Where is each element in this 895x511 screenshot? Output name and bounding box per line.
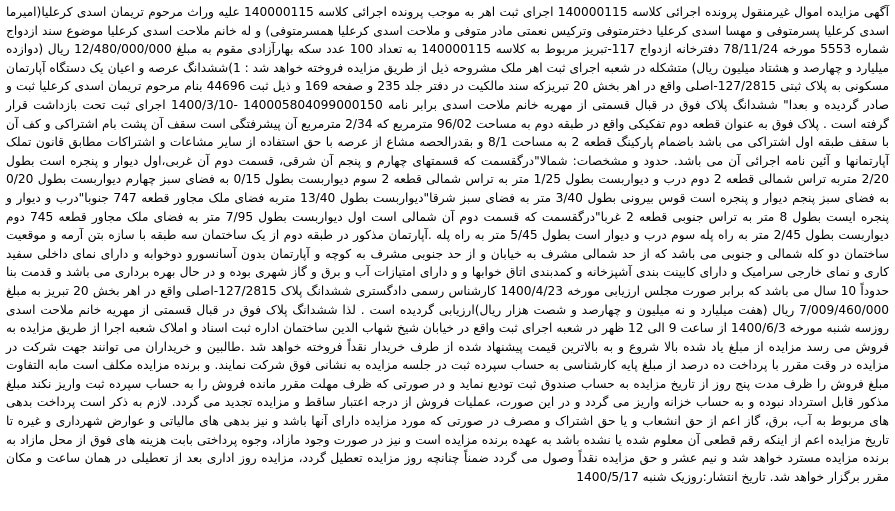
auction-notice-text: آگهی مزایده اموال غیرمنقول پرونده اجرائی کلاسه 140000115 اجرای ثبت اهر به موجب پرونده اجرائی کلاسه 140000115 علیه وراث مرحوم تریمان اسدی کرعلیا(امیرما اسدی کرعلیا پسرمتوفی و مهسا اسدی کرعلیا دخترمتوفی وترکیس نعمتی مادر متوفی و ملاحت اسدی کرعلیا همسرمتوفی) و له خانم ملاحت اسدی کرعلیا موضوع سند ازدواج شماره 5553 مورخه 78/11/24 دفترخانه ازدواج 117-تبریز مربوط به کلاسه 140000115 به تعداد 100 عدد سکه بهارآزادی مقوم به مبلغ 12/480/000/000 ریال (دوازده میلیارد و چهارصد و هشتاد میلیون ریال) متشکله در شعبه اجرای ثبت اهر ملک مشروحه ذیل از طریق مزایده فروخته خواهد شد : 1)ششدانگ عرصه و اعیان یک دستگاه آپارتمان مسکونی به پلاک ثبتی 127/2815-اصلی واقع در اهر بخش 20 تبریزکه سند مالکیت در دفتر جلد 235 و صفحه 169 و ذیل ثبت 44696 بنام مرحوم تریمان اسدی کرعلیا ثبت و صادر گردیده و بعدا" ششدانگ پلاک فوق در قبال قسمتی از مهریه خانم ملاحت اسدی برابر نامه 140005804099000150 -1400/3/10 اجرای ثبت تحت بازداشت قرار گرفته است . پلاک فوق به عنوان قطعه دوم تفکیکی واقع در طبقه دوم به مساحت 96/02 مترمربع که 2/34 مترمربع آن پیشرفتگی است سقف آن پشت بام اشتراکی و کف آن با سقف طبقه اول اشتراکی می باشد باضمام پارکینگ قطعه 2 به مساحت 8/1 و بقدرالحصه مشاع از عرصه با حق استفاده از سایر مشاعات و اشتراکات مطابق قانون تملک آپارتمانها و آئین نامه اجرائی آن می باشد. حدود و مشخصات: شمالا"درگقسمت که قسمتهای چهارم و پنجم آن شرقی، قسمت دوم آن غربی،اول دیوار و پنجره است بطول 2/20 متربه تراس شمالی قطعه 2 دوم درب و دیواربست بطول 1/25 متر به تراس شمالی قطعه 2 سوم دیواربست بطول 0/15 به فضای سبز چهارم دیواربست بطول 0/20 به فضای سبز پنجم دیوار و پنجره است قوس بیرونی بطول 3/40 متر به فضای سبز شرقا"دیواربست بطول 13/40 متربه فضای ملک مجاور قطعه 747 جنوبا"درب و دیوار و پنجره ایست بطول 8 متر به تراس جنوبی قطعه 2 غربا"درگقسمت که قسمت دوم آن شمالی است اول دیواربست بطول 7/95 متر به فضای ملک مجاور قطعه 745 دوم دیواربست بطول 2/45 متر به راه پله سوم درب و دیوار است بطول 5/45 متر به راه پله .آپارتمان مذکور در طبقه دوم از یک ساختمان سه طبقه با سازه بتن آرمه و موقعیت ساختمان دو کله شمالی و جنوبی می باشد که از حد شمالی مشرف به خیابان و از حد جنوبی مشرف به کوچه و آپارتمان بدون آسانسورو دوخوابه و دارای نمای داخلی سفید کاری و نمای خارجی سرامیک و دارای کابینت بندی آشپزخانه و کمدبندی اتاق خوابها و و دارای امتیازات آب و برق و گاز شهری بوده و در حال بهره برداری می باشد و قدمت بنا حدوداً 10 سال می باشد که برابر صورت مجلس ارزیابی مورخه 1400/4/23 کارشناس رسمی دادگستری ششدانگ پلاک 127/2815-اصلی واقع در اهر بخش 20 تبریز به مبلغ 7/009/460/000 ریال (هفت میلیارد و نه میلیون و چهارصد و شصت هزار ریال)ارزیابی گردیده است . لذا ششدانگ پلاک فوق در قبال قسمتی از مهریه خانم ملاحت اسدی روزسه شنبه مورخه 1400/6/3 از ساعت 9 الی 12 ظهر در شعبه اجرای ثبت واقع در خیابان شیخ شهاب الدین ساختمان اداره ثبت اسناد و املاک شعبه اجرا از طریق مزایده به فروش می رسد مزایده از مبلغ یاد شده بالا شروع و به بالاترین قیمت پیشنهاد شده از طرف خریدار نقداً فروخته خواهد شد .طالبین و خریداران می توانند جهت شرکت در مزایده در وقت مقرر با پرداخت ده درصد از مبلغ پایه کارشناسی به حساب سپرده ثبت در جلسه مزایده به نشانی فوق شرکت نمایند. و برنده مزایده مکلف است مابه التفاوت مبلغ فروش را ظرف مدت پنج روز از تاریخ مزایده به حساب صندوق ثبت تودیع نماید و در صورتی که ظرف مهلت مقرر مانده فروش را به حساب سپرده ثبت واریز نکند مبلغ مذکور قابل استرداد نبوده و به حساب خزانه واریز می گردد و در این صورت، عملیات فروش از درجه اعتبار ساقط و مزایده تجدید می گردد. لازم به ذکر است پرداخت بدهی های مربوط به آب، برق، گاز اعم از حق انشعاب و یا حق اشتراک و مصرف در صورتی که مورد مزایده دارای آنها باشد و نیز بدهی های مالیاتی و عوارض شهرداری و غیره تا تاریخ مزایده اعم از اینکه رقم قطعی آن معلوم شده یا نشده باشد به عهده برنده مزایده است و نیز در صورت وجود مازاد، وجوه پرداختی بابت هزینه های فوق از محل مازاد به برنده مزایده مسترد خواهد شد و نیم عشر و حق مزایده نقداً وصول می گردد ضمناً چنانچه روز مزایده تعطیل گردد، مزایده روز اداری بعد از تعطیلی در همان ساعت و مکان مقرر برگزار خواهد شد. تاریخ انتشار:روزیک شنبه 1400/5/17 [6,5,890,484]
